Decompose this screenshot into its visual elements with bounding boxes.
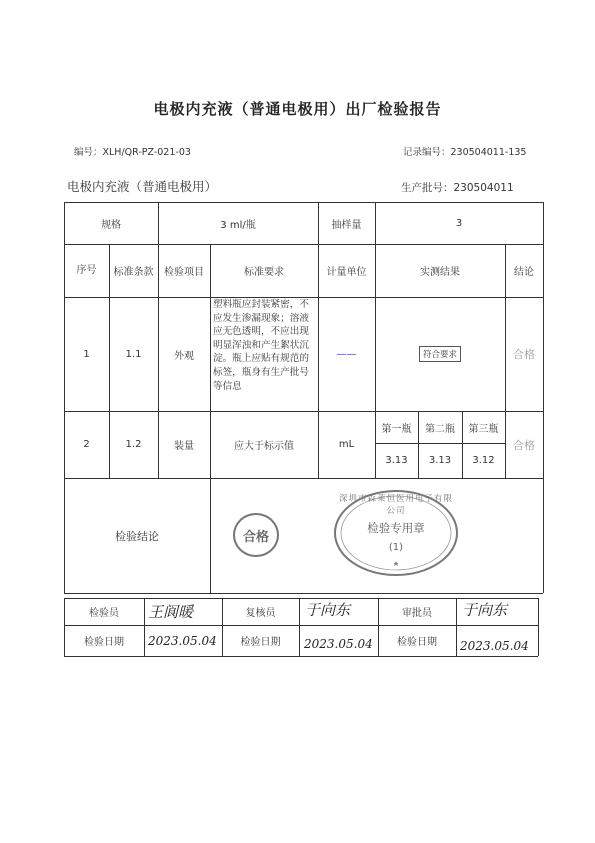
row2-clause: 1.2 <box>125 439 142 450</box>
bottle3-value: 3.12 <box>472 455 495 466</box>
reviewer-label: 复核员 <box>245 608 276 619</box>
row1-result-cell <box>375 297 505 411</box>
row1-result-stamp: 符合要求 <box>419 346 461 362</box>
date-label-2: 检验日期 <box>240 637 281 648</box>
approver-label: 审批员 <box>402 608 432 619</box>
date-label-1: 检验日期 <box>84 637 124 648</box>
header-requirement: 标准要求 <box>244 267 284 278</box>
batch-number: 生产批号：230504011 <box>401 182 514 194</box>
spec-value: 3 ml/瓶 <box>220 219 256 231</box>
inspector-label: 检验员 <box>89 608 119 619</box>
pass-stamp: 合格 <box>233 513 279 557</box>
date-value-3: 2023.05.04 <box>460 639 529 653</box>
seal-code: (1) <box>388 542 404 553</box>
header-item: 检验项目 <box>164 267 204 278</box>
row1-unit: —— <box>336 348 357 360</box>
report-title: 电极内充液（普通电极用）出厂检验报告 <box>153 100 442 118</box>
row1-conclusion: 合格 <box>513 348 535 361</box>
row2-unit: mL <box>338 439 355 450</box>
approver-signature: 于向东 <box>462 601 508 619</box>
row2-conclusion: 合格 <box>513 438 535 452</box>
inspector-signature: 王阆暖 <box>148 603 194 621</box>
reviewer-signature: 于向东 <box>305 601 351 619</box>
bottle1-header: 第一瓶 <box>381 423 412 435</box>
header-no: 序号 <box>76 264 97 276</box>
doc-number: 编号：XLH/QR-PZ-021-03 <box>74 147 191 158</box>
row2-item: 装量 <box>174 441 194 452</box>
row2-requirement: 应大于标示值 <box>234 441 294 452</box>
date-value-1: 2023.05.04 <box>148 634 217 648</box>
seal-center-text: 检验专用章 <box>367 521 425 535</box>
sample-label: 抽样量 <box>331 219 362 231</box>
seal-company-name: 深圳市森莱恒医用电子有限公司 <box>338 494 453 516</box>
bottle2-header: 第二瓶 <box>425 423 455 435</box>
spec-label: 规格 <box>101 219 121 231</box>
date-label-3: 检验日期 <box>397 637 437 648</box>
row1-clause: 1.1 <box>125 348 142 360</box>
sample-value: 3 <box>455 217 463 229</box>
header-clause: 标准条款 <box>113 267 154 278</box>
date-value-2: 2023.05.04 <box>304 637 373 651</box>
product-name: 电极内充液（普通电极用） <box>67 179 218 194</box>
row1-item: 外观 <box>174 350 194 362</box>
header-conclusion: 结论 <box>514 267 534 278</box>
row1-requirement: 塑料瓶应封装紧密，不应发生渗漏现象；溶液应无色透明，不应出现明显浑浊和产生絮状沉淀。瓶上应贴有规范的标签，瓶身有生产批号等信息 <box>213 299 309 392</box>
header-result: 实测结果 <box>420 267 460 278</box>
bottle2-value: 3.13 <box>428 455 452 466</box>
conclusion-label: 检验结论 <box>115 529 159 543</box>
row2-no: 2 <box>83 439 90 450</box>
row1-no: 1 <box>83 348 90 360</box>
bottle3-header: 第三瓶 <box>468 423 499 435</box>
bottle1-value: 3.13 <box>385 455 408 466</box>
header-unit: 计量单位 <box>326 267 367 278</box>
record-number: 记录编号：230504011-135 <box>403 147 527 158</box>
